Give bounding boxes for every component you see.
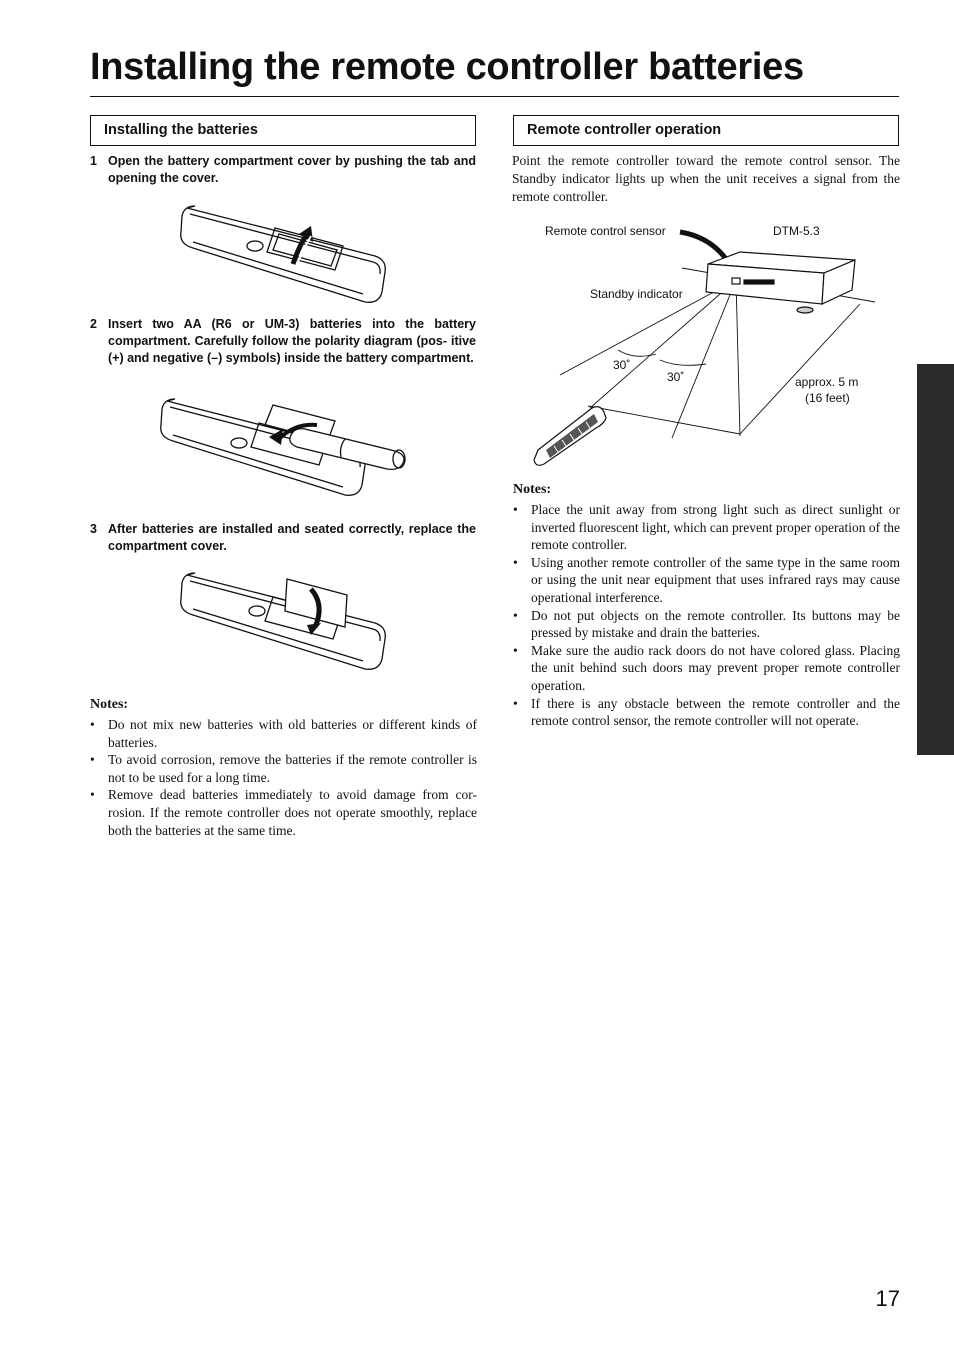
remote-controller-drawing [534,407,606,466]
distance-label-feet: (16 feet) [805,391,850,405]
bullet: • [513,607,518,623]
notes-heading-right: Notes: [513,482,552,497]
chapter-side-tab [917,364,954,755]
remote-sensor-label: Remote control sensor [545,224,666,238]
dtm-unit-drawing [706,252,855,313]
bullet: • [90,752,95,768]
page-title: Installing the remote controller batteries [90,46,804,88]
notes-list-left [90,716,477,839]
section-heading-installing-batteries: Installing the batteries [90,115,476,146]
list-item [513,607,900,642]
list-item [513,695,900,730]
bullet: • [513,642,518,658]
distance-label: approx. 5 m [795,375,859,389]
section-heading-remote-operation: Remote controller operation [513,115,899,146]
list-item [513,642,900,695]
note-text: Place the unit away from strong light such as direct sunlight or inverted fluorescent light, which can prevent proper operation of the remote controller. [531,502,900,553]
bullet: • [513,502,518,517]
title-rule [90,96,899,97]
remote-replace-cover-illustration [175,565,390,680]
list-item [90,786,477,839]
step-1 [90,153,476,187]
step-text: Open the battery compartment cover by pushing the tab and opening the cover. [108,154,476,185]
note-text: If there is any obstacle between the remote controller and the remote control sensor, the remote controller will not operate. [531,695,900,729]
remote-open-cover-illustration [175,198,390,310]
note-text: Remove dead batteries immediately to avoid damage from cor- rosion. If the remote controller does not operate smoothly, replace both the batteries at the same time. [108,787,477,838]
standby-indicator-label: Standby indicator [590,287,683,301]
intro-paragraph: Point the remote controller toward the remote control sensor. The Standby indicator lights up when the unit receives a signal from the remote controller. [512,153,900,204]
step-2 [90,316,476,367]
remote-operation-diagram [530,218,890,470]
note-text: Make sure the audio rack doors do not have colored glass. Placing the unit behind such doors may prevent proper remote controller operation. [531,642,900,693]
note-text: Do not mix new batteries with old batteries or different kinds of batteries. [108,717,477,750]
step-number: 3 [90,522,97,536]
step-number: 2 [90,317,97,331]
notes-heading-left: Notes: [90,697,129,712]
step-3 [90,521,476,555]
step-text: After batteries are installed and seated correctly, replace the compartment cover. [108,522,476,553]
list-item [90,716,477,751]
list-item [90,751,477,786]
notes-list-right [513,501,900,730]
angle-label-right: 30˚ [667,370,685,384]
model-label: DTM-5.3 [773,224,820,238]
note-text: To avoid corrosion, remove the batteries if the remote controller is not to be used for a long time. [108,752,477,785]
note-text: Using another remote controller of the same type in the same room or using the unit near equipment that uses infrared rays may cause operational interference. [531,554,900,605]
page-number: 17 [875,1286,900,1311]
bullet: • [513,695,518,711]
bullet: • [513,554,518,570]
angle-label-left: 30˚ [613,358,631,372]
note-text: Do not put objects on the remote controller. Its buttons may be pressed by mistake and drain the batteries. [531,607,900,641]
step-number: 1 [90,154,97,168]
remote-insert-batteries-illustration [155,395,413,507]
bullet: • [90,717,95,732]
list-item [513,501,900,554]
step-text: Insert two AA (R6 or UM-3) batteries into the battery compartment. Carefully follow the polarity diagram (pos- itive (+) and negative (–) symbols) inside the battery compartment. [108,317,476,365]
bullet: • [90,787,95,803]
list-item [513,554,900,607]
